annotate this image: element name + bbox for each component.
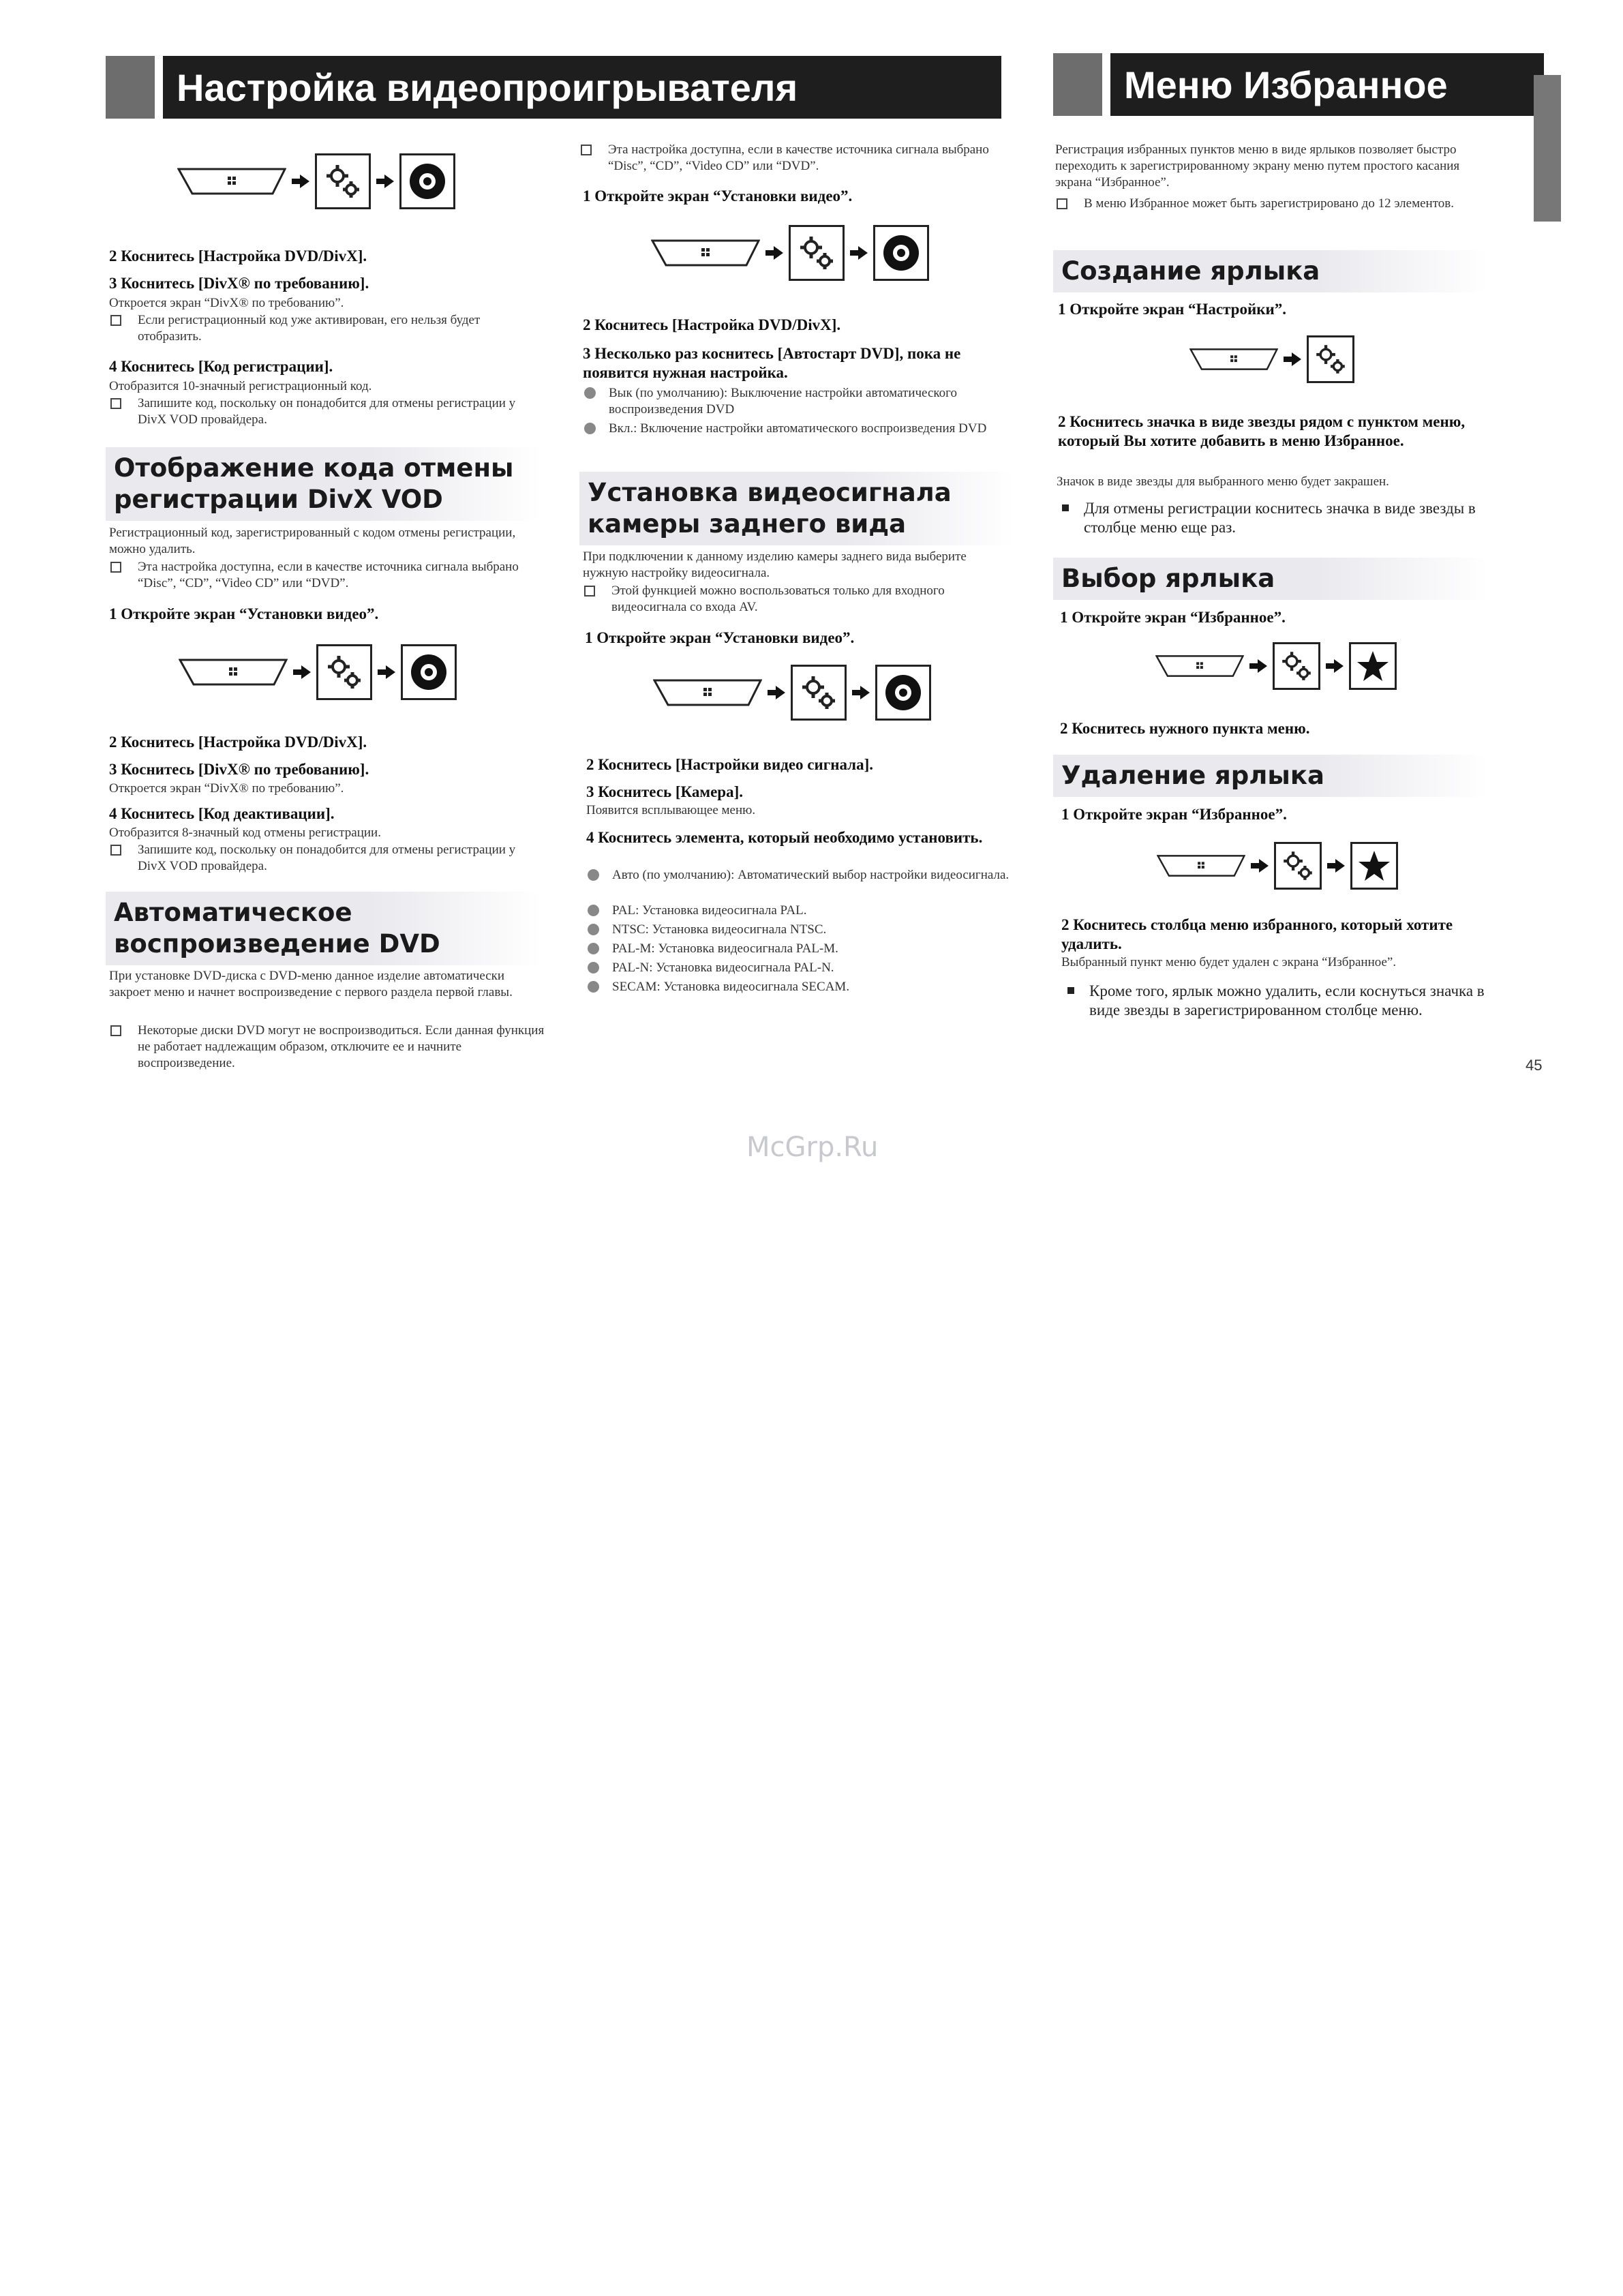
step-item: 1 Откройте экран “Настройки”. <box>1058 301 1286 318</box>
arrow-icon <box>292 175 309 188</box>
arrow-icon <box>1251 859 1269 873</box>
step-item: 1 Откройте экран “Установки видео”. <box>109 605 379 622</box>
settings-gears-icon <box>316 644 372 700</box>
arrow-icon <box>293 665 311 679</box>
star-icon <box>1349 642 1397 690</box>
note: Эта настройка доступна, если в качестве источника сигнала выбрано “Disc”, “CD”, “Video CD” или “DVD”. <box>109 559 545 592</box>
settings-gears-icon <box>791 665 847 721</box>
info-bullet: Кроме того, ярлык можно удалить, если коснуться значка в виде звезды в зарегистрированном столбце меню. <box>1063 982 1500 1020</box>
settings-gears-icon <box>789 225 845 281</box>
info-bullet: Для отмены регистрации коснитесь значка в виде звезды в столбце меню еще раз. <box>1058 499 1487 537</box>
step-item: 1 Откройте экран “Установки видео”. <box>585 629 855 646</box>
home-button-icon <box>177 168 286 195</box>
section-title-divx: Отображение кода отмены регистрации DivX VOD <box>106 447 542 521</box>
paragraph: Откроется экран “DivX® по требованию”. <box>109 296 344 310</box>
home-button-icon <box>179 659 288 686</box>
step-item: 3 Несколько раз коснитесь [Автостарт DVD], пока не появится нужная настройка. <box>583 345 961 381</box>
arrow-icon <box>1327 859 1345 873</box>
section-title-camera: Установка видеосигнала камеры заднего вида <box>579 472 1016 545</box>
watermark: McGrp.Ru <box>746 1132 879 1163</box>
left-header <box>106 56 1001 119</box>
step-item: 3 Коснитесь [DivX® по требованию]. <box>109 275 369 292</box>
option-bullet: PAL-N: Установка видеосигнала PAL-N. <box>586 960 1016 976</box>
page-number: 45 <box>1526 1057 1543 1074</box>
section-title-auto-dvd: Автоматическое воспроизведение DVD <box>106 892 542 965</box>
note: Если регистрационный код уже активирован, его нельзя будет отобразить. <box>109 312 545 345</box>
paragraph: Откроется экран “DivX® по требованию”. <box>109 781 344 796</box>
paragraph: Значок в виде звезды для выбранного меню будет закрашен. <box>1057 474 1389 489</box>
arrow-icon <box>378 665 395 679</box>
settings-gears-icon <box>1307 335 1354 383</box>
paragraph: Регистрационный код, зарегистрированный с кодом отмены регистрации, можно удалить. <box>109 526 516 556</box>
home-button-icon <box>1189 347 1278 372</box>
step-item: 2 Коснитесь [Настройка DVD/DivX]. <box>109 247 367 265</box>
paragraph: Появится всплывающее меню. <box>586 803 756 817</box>
arrow-icon <box>376 175 394 188</box>
step-item: 3 Коснитесь [DivX® по требованию]. <box>109 761 369 778</box>
option-bullet: PAL: Установка видеосигнала PAL. <box>586 903 1016 919</box>
paragraph: Регистрация избранных пунктов меню в виде ярлыков позволяет быстро переходить к зарегистрированному экрану меню путем простого касания экрана “Избранное”. <box>1055 142 1460 190</box>
step-item: 2 Коснитесь [Настройки видео сигнала]. <box>586 756 873 773</box>
option-bullet: SECAM: Установка видеосигнала SECAM. <box>586 979 1016 995</box>
settings-gears-icon <box>315 153 371 209</box>
header-square <box>106 56 155 119</box>
step-item: 2 Коснитесь нужного пункта меню. <box>1060 720 1310 737</box>
section-title-delete: Удаление ярлыка <box>1053 755 1489 797</box>
header-square <box>1053 53 1102 116</box>
nav-flow <box>651 225 929 281</box>
step-item: 4 Коснитесь элемента, который необходимо установить. <box>586 829 983 846</box>
step-item: 2 Коснитесь [Настройка DVD/DivX]. <box>583 316 841 333</box>
step-item: 1 Откройте экран “Установки видео”. <box>583 187 853 205</box>
option-bullet: Вык (по умолчанию): Выключение настройки автоматического воспроизведения DVD <box>583 385 1012 418</box>
note: Этой функцией можно воспользоваться только для входного видеосигнала со входа AV. <box>583 583 1012 616</box>
step-item: 4 Коснитесь [Код регистрации]. <box>109 358 333 375</box>
step-item: 4 Коснитесь [Код деактивации]. <box>109 805 335 822</box>
note: В меню Избранное может быть зарегистрировано до 12 элементов. <box>1055 196 1491 212</box>
note: Запишите код, поскольку он понадобится для отмены регистрации у DivX VOD провайдера. <box>109 395 545 428</box>
home-button-icon <box>1155 654 1244 678</box>
right-header <box>1053 53 1544 116</box>
arrow-icon <box>852 686 870 699</box>
disc-icon <box>873 225 929 281</box>
note: Запишите код, поскольку он понадобится для отмены регистрации у DivX VOD провайдера. <box>109 842 545 875</box>
step-item: 2 Коснитесь [Настройка DVD/DivX]. <box>109 734 367 751</box>
arrow-icon <box>850 246 868 260</box>
settings-gears-icon <box>1274 842 1322 890</box>
home-button-icon <box>653 679 762 706</box>
nav-flow <box>179 644 457 700</box>
note: Эта настройка доступна, если в качестве источника сигнала выбрано “Disc”, “CD”, “Video CD” или “DVD”. <box>579 142 1016 175</box>
step-item: 3 Коснитесь [Камера]. <box>586 783 744 800</box>
nav-flow <box>177 153 455 209</box>
page-edge-tab <box>1534 75 1561 222</box>
arrow-icon <box>768 686 785 699</box>
left-header-title: Настройка видеопроигрывателя <box>163 56 1001 119</box>
nav-flow <box>1157 842 1398 890</box>
arrow-icon <box>1249 659 1267 673</box>
option-bullet: PAL-M: Установка видеосигнала PAL-M. <box>586 941 1016 957</box>
step-item: 1 Откройте экран “Избранное”. <box>1061 806 1287 823</box>
disc-icon <box>399 153 455 209</box>
nav-flow <box>653 665 931 721</box>
section-title-create: Создание ярлыка <box>1053 250 1489 292</box>
note: Некоторые диски DVD могут не воспроизводиться. Если данная функция не работает надлежащим образом, отключите ее и начните воспроизведение. <box>109 1023 545 1072</box>
disc-icon <box>401 644 457 700</box>
home-button-icon <box>1157 854 1245 878</box>
right-header-title: Меню Избранное <box>1110 53 1544 116</box>
paragraph: При подключении к данному изделию камеры заднего вида выберите нужную настройку видеосигнала. <box>583 549 967 580</box>
arrow-icon <box>1284 352 1301 366</box>
arrow-icon <box>1326 659 1344 673</box>
disc-icon <box>875 665 931 721</box>
step-item: 2 Коснитесь значка в виде звезды рядом с пунктом меню, который Вы хотите добавить в меню Избранное. <box>1058 413 1466 449</box>
step-item: 2 Коснитесь столбца меню избранного, который хотите удалить. <box>1061 916 1453 952</box>
home-button-icon <box>651 239 760 267</box>
paragraph: Выбранный пункт меню будет удален с экрана “Избранное”. <box>1061 955 1397 969</box>
paragraph: Отобразится 10-значный регистрационный код. <box>109 379 372 393</box>
option-bullet: Вкл.: Включение настройки автоматического воспроизведения DVD <box>583 421 1012 437</box>
paragraph: При установке DVD-диска с DVD-меню данное изделие автоматически закроет меню и начнет воспроизведение с первого раздела первой главы. <box>109 969 513 999</box>
option-bullet: NTSC: Установка видеосигнала NTSC. <box>586 922 1016 938</box>
nav-flow <box>1155 642 1397 690</box>
star-icon <box>1350 842 1398 890</box>
nav-flow <box>1189 335 1354 383</box>
option-bullet: Авто (по умолчанию): Автоматический выбор настройки видеосигнала. <box>586 867 1016 883</box>
settings-gears-icon <box>1273 642 1320 690</box>
arrow-icon <box>765 246 783 260</box>
section-title-select: Выбор ярлыка <box>1053 558 1489 600</box>
step-item: 1 Откройте экран “Избранное”. <box>1060 609 1286 626</box>
paragraph: Отобразится 8-значный код отмены регистрации. <box>109 826 381 840</box>
